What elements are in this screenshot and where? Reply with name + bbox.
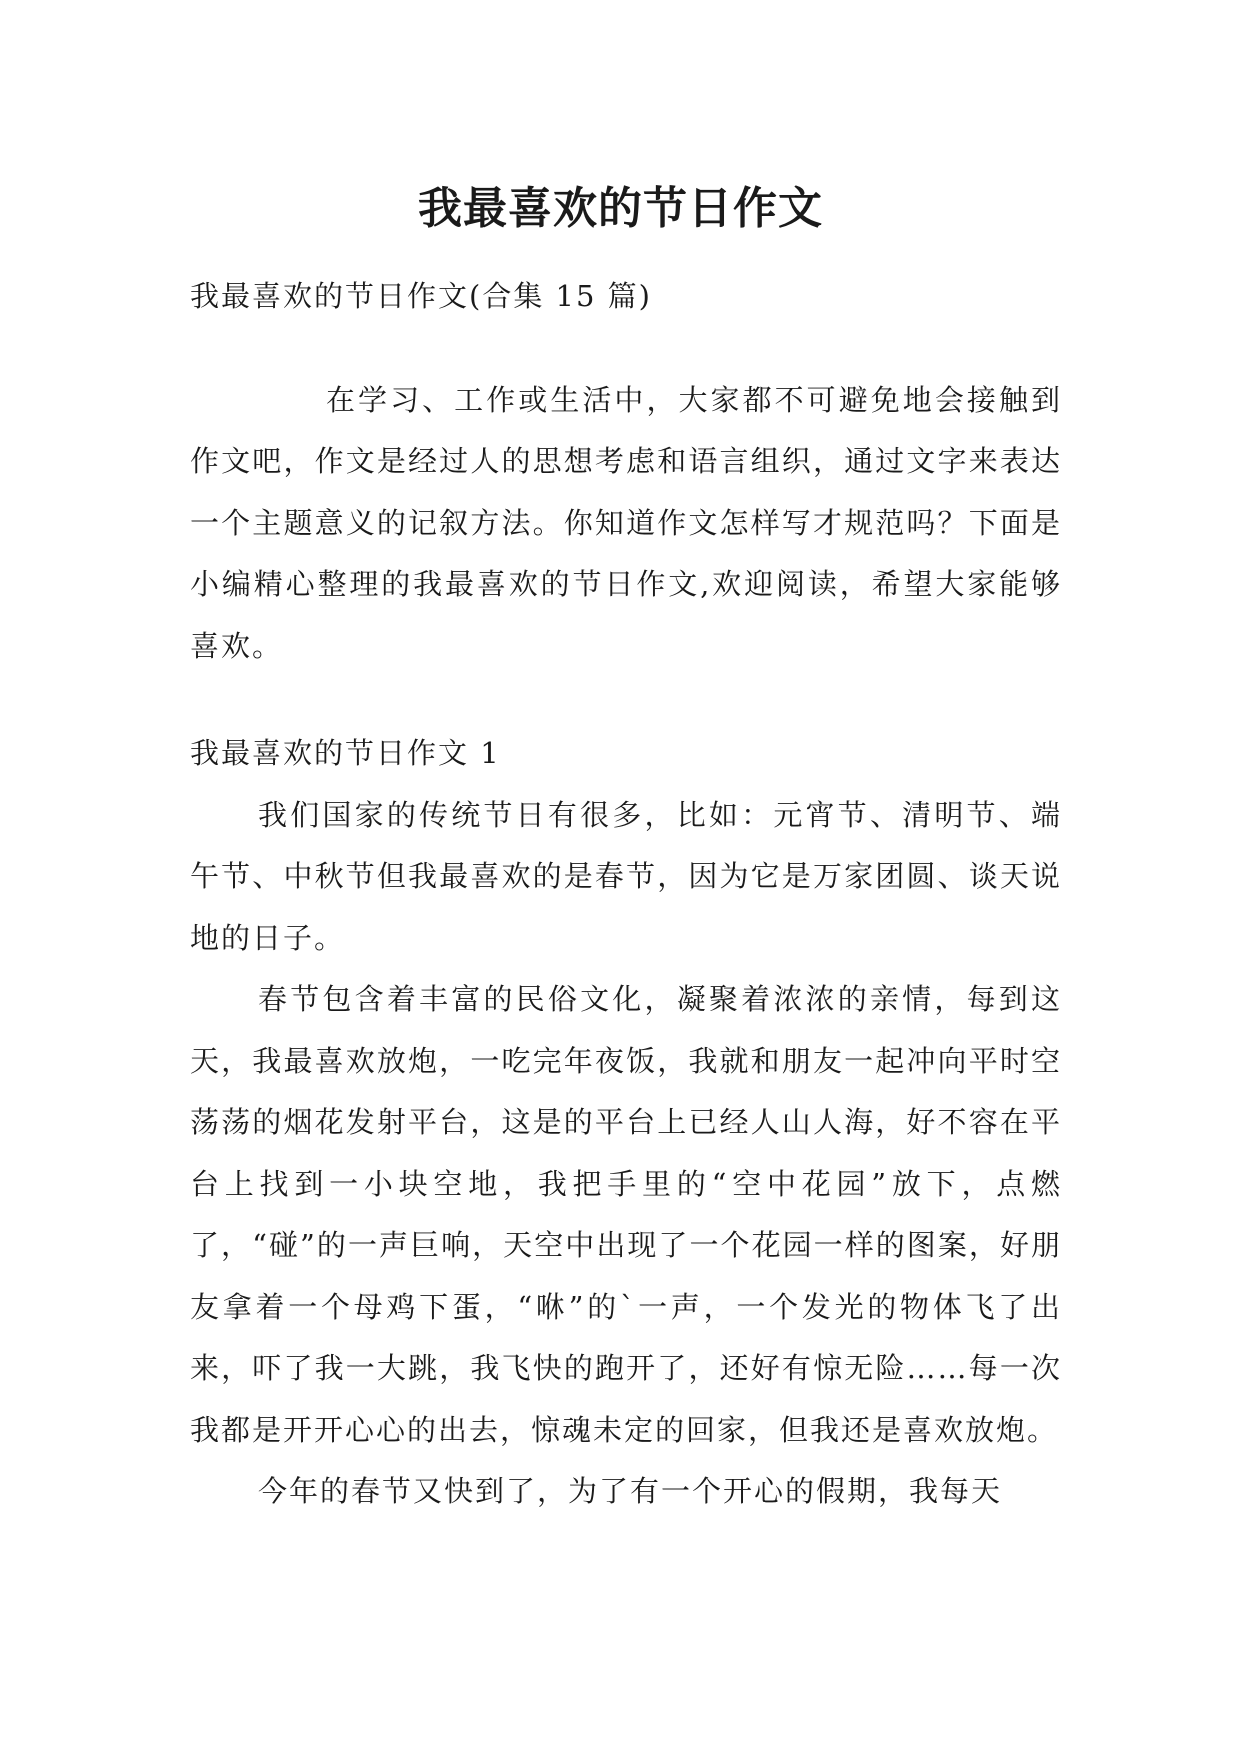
intro-paragraph: 在学习、工作或生活中，大家都不可避免地会接触到作文吧，作文是经过人的思想考虑和语言组织，通过文字来表达一个主题意义的记叙方法。你知道作文怎样写才规范吗？下面是小编精心整理的我最喜欢的节日作文,欢迎阅读，希望大家能够喜欢。 — [190, 382, 1062, 663]
document-title: 我最喜欢的节日作文 — [418, 183, 823, 235]
section-heading: 我最喜欢的节日作文 1 — [190, 736, 501, 770]
body-paragraph: 我们国家的传统节日有很多，比如：元宵节、清明节、端午节、中秋节但我最喜欢的是春节，因为它是万家团圆、谈天说地的日子。 — [190, 797, 1062, 955]
body-paragraph: 春节包含着丰富的民俗文化，凝聚着浓浓的亲情，每到这天，我最喜欢放炮，一吃完年夜饭，我就和朋友一起冲向平时空荡荡的烟花发射平台，这是的平台上已经人山人海，好不容在平台上找到一小块空地，我把手里的“空中花园”放下，点燃了，“碰”的一声巨响，天空中出现了一个花园一样的图案，好朋友拿着一个母鸡下蛋，“咻”的`一声，一个发光的物体飞了出来，吓了我一大跳，我飞快的跑开了，还好有惊无险……每一次我都是开开心心的出去，惊魂未定的回家，但我还是喜欢放炮。 — [190, 982, 1062, 1447]
document-subtitle: 我最喜欢的节日作文(合集 15 篇) — [190, 279, 652, 313]
document-body — [190, 266, 1062, 1523]
body-paragraph: 今年的春节又快到了，为了有一个开心的假期，我每天 — [258, 1474, 1003, 1508]
